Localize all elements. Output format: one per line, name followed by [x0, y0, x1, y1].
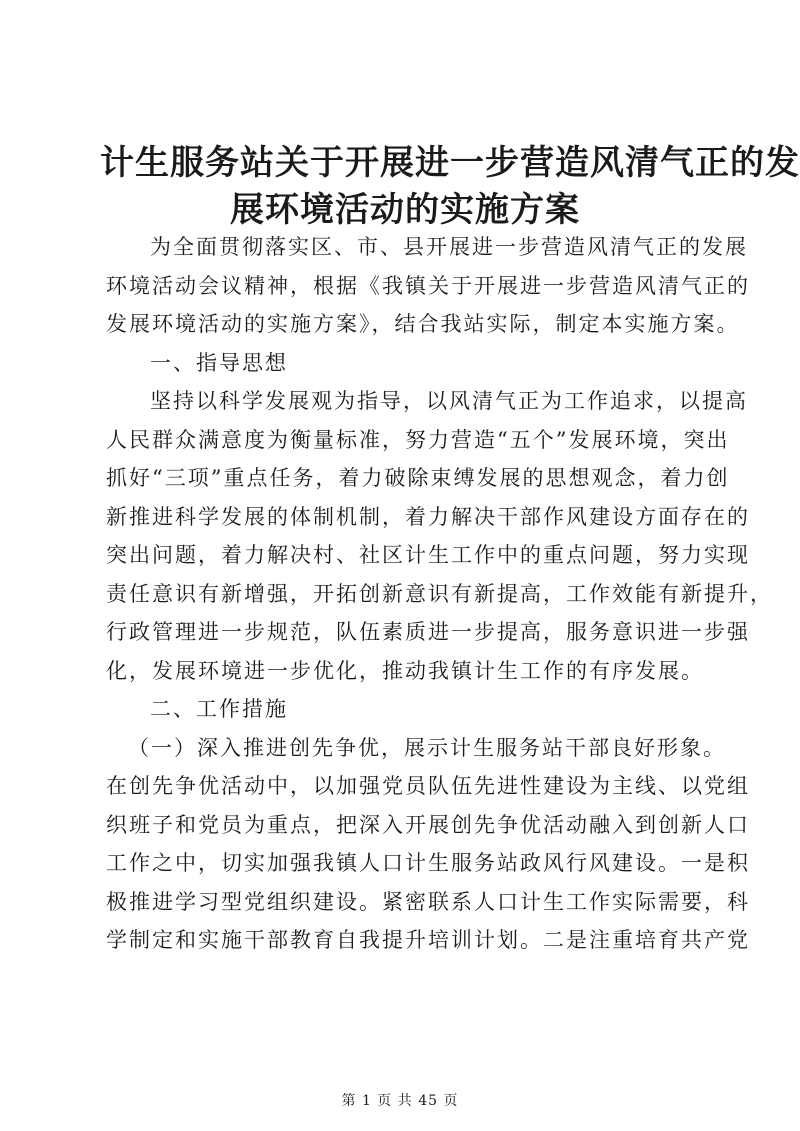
document-body	[106, 228, 773, 960]
paragraph-line: 行政管理进一步规范，队伍素质进一步提高，服务意识进一步强	[106, 620, 750, 644]
section-heading-work-measures: 二、工作措施	[150, 697, 288, 721]
paragraph-line: 抓好“三项”重点任务，着力破除束缚发展的思想观念，着力创	[106, 466, 730, 490]
section-heading-guiding-ideology: 一、指导思想	[150, 350, 288, 375]
paragraph-line: 织班子和党员为重点，把深入开展创先争优活动融入到创新人口	[106, 812, 750, 837]
paragraph-line: 极推进学习型党组织建设。紧密联系人口计生工作实际需要，科	[106, 889, 750, 914]
paragraph-line: 化，发展环境进一步优化，推动我镇计生工作的有序发展。	[106, 658, 704, 683]
paragraph-line: 发展环境活动的实施方案》，结合我站实际，制定本实施方案。	[106, 312, 740, 336]
paragraph-line: 为全面贯彻落实区、市、县开展进一步营造风清气正的发展	[150, 235, 748, 259]
page-footer: 第 1 页 共 45 页	[341, 1093, 459, 1109]
paragraph-line: 人民群众满意度为衡量标准，努力营造“五个”发展环境，突出	[106, 427, 730, 452]
paragraph-line: 环境活动会议精神，根据《我镇关于开展进一步营造风清气正的	[106, 273, 750, 298]
subsection-heading: （一）深入推进创先争优，展示计生服务站干部良好形象。	[128, 735, 726, 760]
paragraph-line: 在创先争优活动中，以加强党员队伍先进性建设为主线、以党组	[106, 774, 750, 798]
paragraph-line: 工作之中，切实加强我镇人口计生服务站政风行风建设。一是积	[106, 851, 750, 875]
title-line-1: 计生服务站关于开展进一步营造风清气正的发	[100, 143, 800, 183]
paragraph-line: 学制定和实施干部教育自我提升培训计划。二是注重培育共产党	[106, 928, 750, 952]
paragraph-line: 坚持以科学发展观为指导，以风清气正为工作追求，以提高	[150, 389, 748, 413]
paragraph-line: 责任意识有新增强，开拓创新意识有新提高，工作效能有新提升，	[106, 581, 773, 606]
paragraph-line: 新推进科学发展的体制机制，着力解决干部作风建设方面存在的	[106, 504, 750, 529]
title-line-2: 展环境活动的实施方案	[230, 190, 580, 230]
paragraph-line: 突出问题，着力解决村、社区计生工作中的重点问题，努力实现	[106, 543, 750, 567]
document-title	[100, 140, 800, 234]
